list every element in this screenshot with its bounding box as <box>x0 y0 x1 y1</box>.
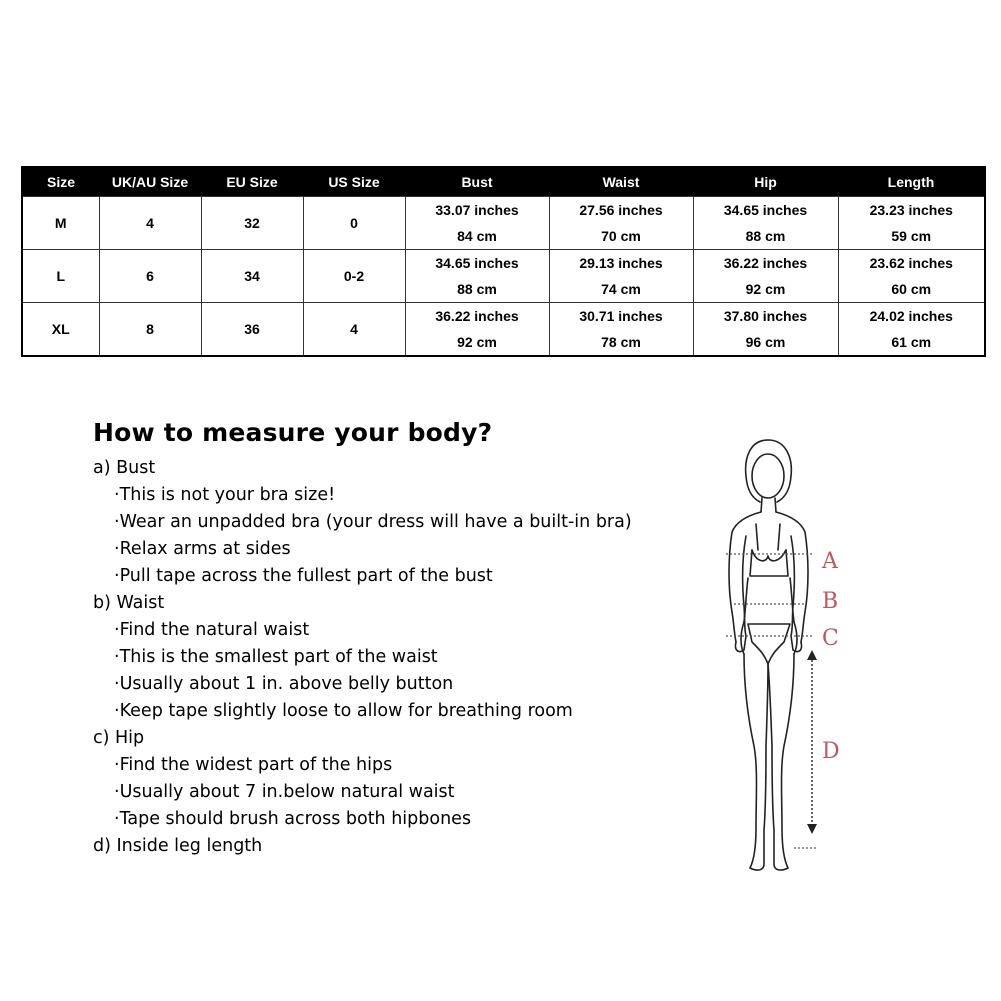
guide-tip: ·Keep tape slightly loose to allow for breathing room <box>114 701 573 721</box>
header-us-size: US Size <box>303 167 405 197</box>
header-length: Length <box>838 167 985 197</box>
waist-cm-cell: 74 cm <box>549 276 693 303</box>
us-cell: 0-2 <box>303 250 405 303</box>
bust-cm-cell: 92 cm <box>405 329 549 356</box>
body-outline-illustration <box>700 428 860 878</box>
bust-cm-cell: 88 cm <box>405 276 549 303</box>
waist-cm-cell: 78 cm <box>549 329 693 356</box>
guide-tip: ·Pull tape across the fullest part of the bust <box>114 566 493 586</box>
guide-tip: ·Usually about 7 in.below natural waist <box>114 782 455 802</box>
guide-title: How to measure your body? <box>93 418 493 447</box>
header-eu-size: EU Size <box>201 167 303 197</box>
hip-inches-cell: 36.22 inches <box>693 250 838 277</box>
eu-cell: 36 <box>201 303 303 357</box>
guide-list <box>93 455 693 860</box>
us-cell: 4 <box>303 303 405 357</box>
label-c: C <box>822 626 839 651</box>
guide-tip: ·Tape should brush across both hipbones <box>114 809 472 829</box>
size-cell: M <box>22 197 99 250</box>
table-row <box>22 197 985 224</box>
header-waist: Waist <box>549 167 693 197</box>
bust-inches-cell: 33.07 inches <box>405 197 549 224</box>
length-cm-cell: 59 cm <box>838 223 985 250</box>
guide-heading-hip: c) Hip <box>93 728 145 748</box>
header-hip: Hip <box>693 167 838 197</box>
uk-au-cell: 8 <box>99 303 201 357</box>
guide-heading-inside-leg: d) Inside leg length <box>93 836 263 856</box>
hip-inches-cell: 34.65 inches <box>693 197 838 224</box>
guide-tip: ·Wear an unpadded bra (your dress will have a built-in bra) <box>114 512 632 532</box>
guide-tip: ·Relax arms at sides <box>114 539 291 559</box>
hip-inches-cell: 37.80 inches <box>693 303 838 330</box>
hip-cm-cell: 96 cm <box>693 329 838 356</box>
length-inches-cell: 23.23 inches <box>838 197 985 224</box>
size-cell: XL <box>22 303 99 357</box>
waist-inches-cell: 30.71 inches <box>549 303 693 330</box>
table-row <box>22 303 985 330</box>
measure-guide <box>93 418 693 860</box>
bust-inches-cell: 36.22 inches <box>405 303 549 330</box>
guide-tip: ·Find the natural waist <box>114 620 310 640</box>
bust-inches-cell: 34.65 inches <box>405 250 549 277</box>
eu-cell: 34 <box>201 250 303 303</box>
header-bust: Bust <box>405 167 549 197</box>
uk-au-cell: 4 <box>99 197 201 250</box>
size-chart-table <box>21 166 986 357</box>
length-cm-cell: 61 cm <box>838 329 985 356</box>
waist-inches-cell: 27.56 inches <box>549 197 693 224</box>
guide-tip: ·This is not your bra size! <box>114 485 336 505</box>
length-cm-cell: 60 cm <box>838 276 985 303</box>
table-row <box>22 250 985 277</box>
label-a: A <box>822 549 838 574</box>
header-uk-au-size: UK/AU Size <box>99 167 201 197</box>
guide-tip: ·Usually about 1 in. above belly button <box>114 674 454 694</box>
uk-au-cell: 6 <box>99 250 201 303</box>
size-cell: L <box>22 250 99 303</box>
waist-inches-cell: 29.13 inches <box>549 250 693 277</box>
length-inches-cell: 23.62 inches <box>838 250 985 277</box>
guide-tip: ·This is the smallest part of the waist <box>114 647 438 667</box>
eu-cell: 32 <box>201 197 303 250</box>
leg-length-arrow <box>807 650 817 834</box>
length-inches-cell: 24.02 inches <box>838 303 985 330</box>
table-header-row <box>22 167 985 197</box>
hip-cm-cell: 88 cm <box>693 223 838 250</box>
waist-cm-cell: 70 cm <box>549 223 693 250</box>
label-b: B <box>822 589 839 614</box>
bust-cm-cell: 84 cm <box>405 223 549 250</box>
guide-heading-bust: a) Bust <box>93 458 156 478</box>
guide-heading-waist: b) Waist <box>93 593 165 613</box>
guide-tip: ·Find the widest part of the hips <box>114 755 393 775</box>
hip-cm-cell: 92 cm <box>693 276 838 303</box>
label-d: D <box>822 739 840 764</box>
header-size: Size <box>22 167 99 197</box>
us-cell: 0 <box>303 197 405 250</box>
body-measurement-figure <box>700 428 860 878</box>
